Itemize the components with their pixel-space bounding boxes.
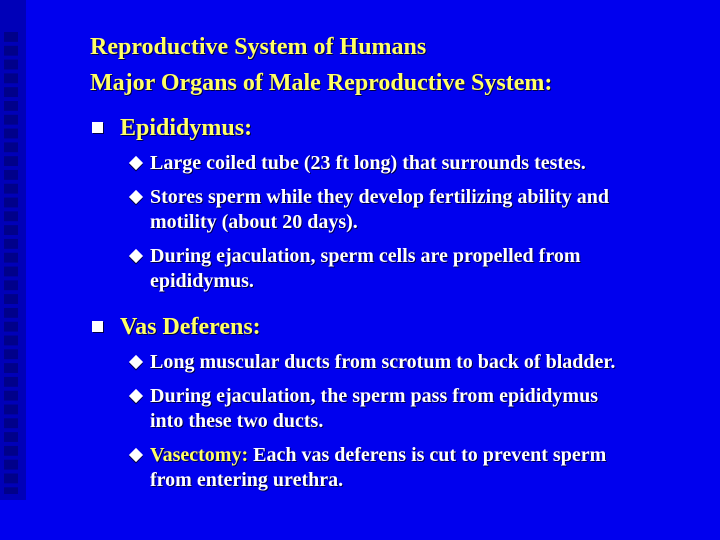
bullet-text-continuation: from entering urethra. [150,469,344,491]
diamond-bullet-icon [129,355,143,369]
list-item [150,151,609,176]
bullet-text-continuation: epididymus. [150,270,254,292]
bullet-text: During ejaculation, sperm cells are propelled from [150,245,581,267]
square-bullet-icon [92,321,103,332]
bullet-text: During ejaculation, the sperm pass from epididymus [150,385,598,407]
list-item [150,244,609,294]
section-heading-text: Vas Deferens: [120,314,261,340]
decorative-edge-strip [0,0,26,500]
diamond-bullet-icon [129,190,143,204]
bullet-text: Stores sperm while they develop fertilizing ability and [150,186,610,208]
section-epididymus [90,114,609,303]
bullet-text: Long muscular ducts from scrotum to back of bladder. [150,351,616,373]
section-heading [90,313,615,341]
bullet-text-continuation: motility (about 20 days). [150,211,358,233]
sub-bullet-list [90,350,615,493]
section-heading-text: Epididymus: [120,115,253,141]
diamond-bullet-icon [129,156,143,170]
slide-title [90,33,552,97]
bullet-text-body: Each vas deferens is cut to prevent sperm [248,444,607,466]
title-line-1: Reproductive System of Humans [90,34,427,60]
square-bullet-icon [92,122,103,133]
list-item [150,350,615,375]
bullet-text-continuation: into these two ducts. [150,410,324,432]
bullet-text [150,443,606,468]
diamond-bullet-icon [129,389,143,403]
section-heading [90,114,609,142]
section-vas-deferens [90,313,615,502]
bullet-text: Large coiled tube (23 ft long) that surrounds testes. [150,152,586,174]
diamond-bullet-icon [129,249,143,263]
term-highlight: Vasectomy: [150,444,249,466]
list-item [150,185,609,235]
diamond-bullet-icon [129,448,143,462]
sub-bullet-list [90,151,609,294]
title-line-2: Major Organs of Male Reproductive System: [90,70,553,96]
list-item [150,384,615,434]
decorative-square-pattern [4,32,18,494]
list-item [150,443,615,493]
